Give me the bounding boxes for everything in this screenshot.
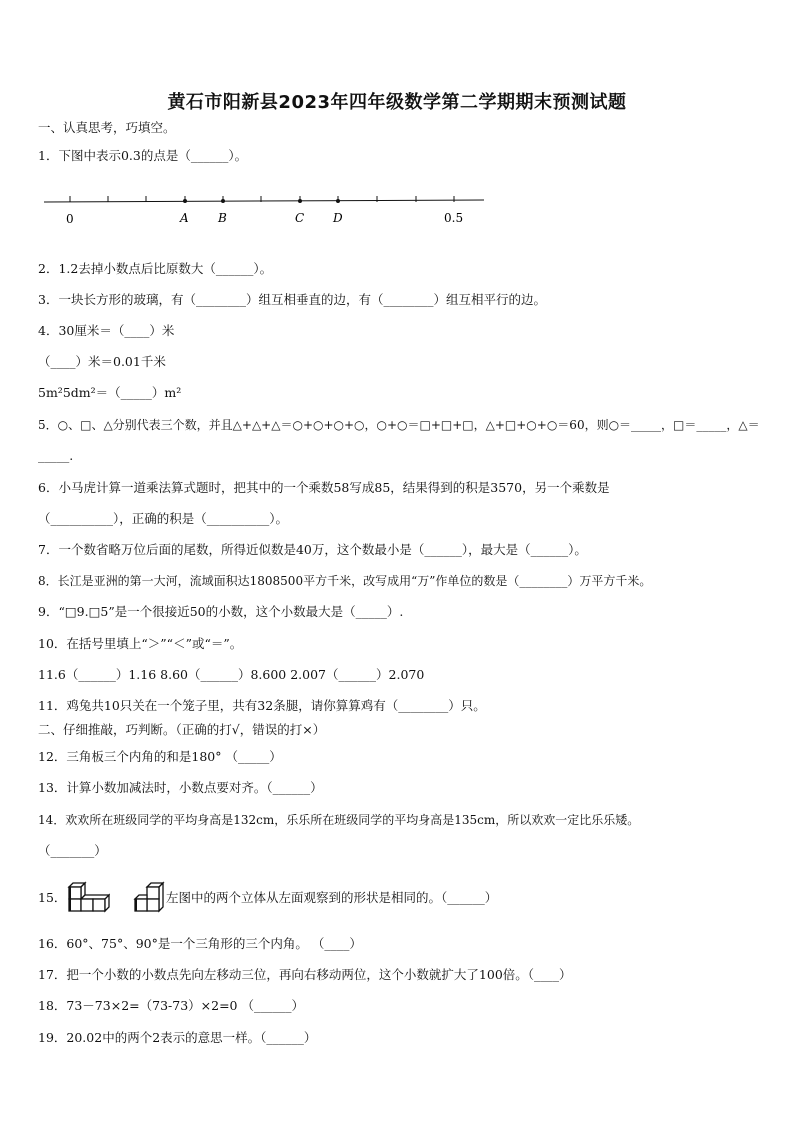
question-15-text: 左图中的两个立体从左面观察到的形状是相同的。（______）	[166, 890, 498, 905]
label-half: 0.5	[444, 211, 464, 225]
question-19: 19．20.02中的两个2表示的意思一样。（______）	[38, 1030, 317, 1045]
point-b	[221, 199, 225, 203]
question-15-number: 15．	[38, 890, 67, 905]
question-2: 2．1.2去掉小数点后比原数大（______）。	[38, 261, 273, 276]
section-heading-2: 二、仔细推敲，巧判断。（正确的打√，错误的打×）	[38, 722, 326, 737]
question-7: 7．一个数省略万位后面的尾数，所得近似数是40万，这个数最小是（______），最大是（______）。	[38, 542, 587, 557]
cube-figure-right	[129, 877, 165, 917]
point-d	[336, 199, 340, 203]
question-6a: 6．小马虎计算一道乘法算式题时，把其中的一个乘数58写成85，结果得到的积是3570，另一个乘数是	[38, 480, 610, 495]
question-6b: （__________），正确的积是（__________）。	[38, 511, 289, 526]
question-16: 16．60°、75°、90°是一个三角形的三个内角。 （____）	[38, 936, 362, 951]
question-8: 8．长江是亚洲的第一大河，流域面积达1808500平方千米，改写成用“万”作单位的数是（________）万平方千米。	[38, 574, 652, 588]
point-c	[298, 199, 302, 203]
label-b: B	[218, 211, 227, 225]
label-d: D	[333, 211, 343, 225]
page-title: 黄石市阳新县2023年四年级数学第二学期期末预测试题	[167, 92, 627, 113]
point-a	[183, 199, 187, 203]
label-c: C	[295, 211, 305, 225]
number-line-figure	[40, 186, 500, 236]
question-17: 17．把一个小数的小数点先向左移动三位，再向右移动两位，这个小数就扩大了100倍。（____）	[38, 967, 572, 982]
question-3: 3．一块长方形的玻璃，有（________）组互相垂直的边，有（________）组互相平行的边。	[38, 292, 546, 307]
label-a: A	[180, 211, 189, 225]
question-14b: （_______）	[38, 843, 107, 858]
question-9: 9．“□9.□5”是一个很接近50的小数，这个小数最大是（_____）.	[38, 604, 404, 619]
cube-figure-left	[67, 877, 111, 917]
question-5b: _____.	[38, 448, 74, 463]
question-4c: 5m²5dm²＝（_____）m²	[38, 385, 182, 400]
question-4a: 4．30厘米＝（____）米	[38, 323, 175, 338]
question-13: 13．计算小数加减法时，小数点要对齐。（______）	[38, 780, 323, 795]
question-10-items: 11.6（______）1.16 8.60（______）8.600 2.007（______）2.070	[38, 667, 425, 682]
section-heading-1: 一、认真思考，巧填空。	[38, 120, 176, 135]
question-18: 18．73－73×2=（73-73）×2=0 （______）	[38, 998, 304, 1013]
question-1: 1．下图中表示0.3的点是（______）。	[38, 148, 248, 163]
question-10: 10．在括号里填上“＞”“＜”或“＝”。	[38, 636, 243, 651]
question-12: 12．三角板三个内角的和是180° （_____）	[38, 749, 282, 764]
label-zero: 0	[66, 212, 74, 226]
question-11: 11．鸡兔共10只关在一个笼子里，共有32条腿，请你算算鸡有（________）只。	[38, 698, 486, 713]
number-line-axis	[44, 200, 484, 202]
question-5a: 5．○、□、△分别代表三个数，并且△+△+△＝○+○+○+○，○+○＝□+□+□，△+□+○+○＝60，则○＝_____，□＝_____，△＝	[38, 418, 760, 432]
question-4b: （____）米＝0.01千米	[38, 354, 166, 369]
question-14a: 14．欢欢所在班级同学的平均身高是132cm，乐乐所在班级同学的平均身高是135cm，所以欢欢一定比乐乐矮。	[38, 813, 640, 827]
